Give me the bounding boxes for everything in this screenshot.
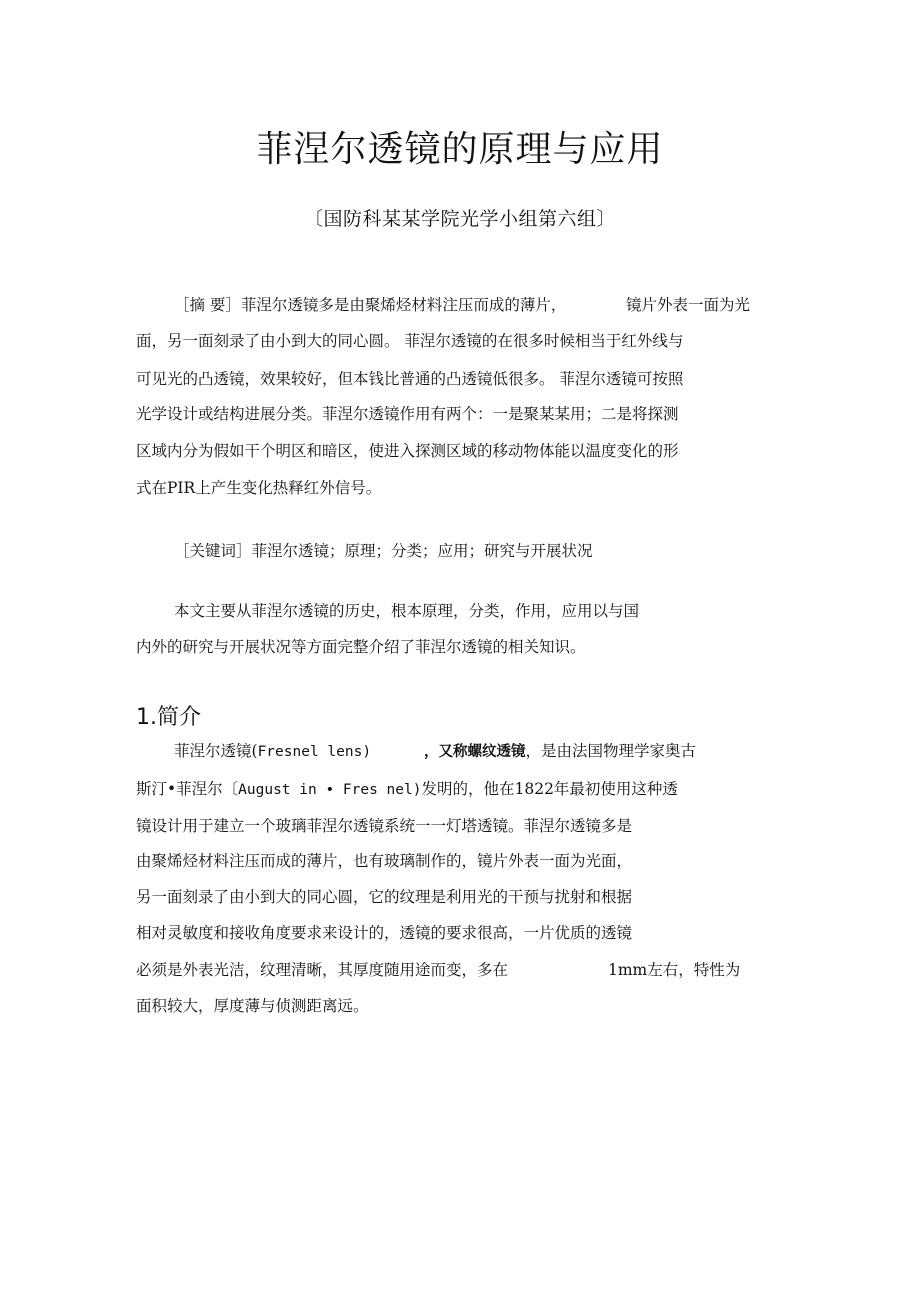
section-line-6: 相对灵敏度和接收角度要求来设计的，透镜的要求很高，一片优质的透镜: [136, 924, 633, 942]
keywords-line: ［关键词］菲涅尔透镜；原理；分类；应用；研究与开展状况: [174, 542, 593, 560]
section-line-2: [136, 779, 678, 800]
section-line-4: 由聚烯烃材料注压而成的薄片，也有玻璃制作的，镜片外表一面为光面，: [136, 852, 633, 870]
section-line-1-cont: [424, 741, 696, 762]
section-line-3: 镜设计用于建立一个玻璃菲涅尔透镜系统一一灯塔透镜。菲涅尔透镜多是: [136, 817, 633, 835]
intro-line-1: 本文主要从菲涅尔透镜的历史，根本原理，分类，作用，应用以与国: [174, 602, 640, 620]
fresnel-lens-term: Fresnel lens): [257, 744, 372, 760]
abstract-line-5: 区域内分为假如干个明区和暗区，使进入探测区域的移动物体能以温度变化的形: [136, 442, 679, 460]
section-line-1a: 菲涅尔透镜(: [174, 742, 258, 760]
section-line-7b-group: [608, 960, 740, 980]
intro-line-2: 内外的研究与开展状况等方面完整介绍了菲涅尔透镜的相关知识。: [136, 638, 586, 656]
section-heading: 1.简介: [136, 705, 201, 730]
fresnel-name-term: August in • Fres nel): [238, 782, 422, 798]
section-line-2a: 斯汀•菲涅尔〔: [136, 780, 239, 798]
abstract-line-2: 面，另一面刻录了由小到大的同心圆。 菲涅尔透镜的在很多时候相当于红外线与: [136, 332, 684, 350]
abstract-line-3: 可见光的凸透镜，效果较好，但本钱比普通的凸透镜低很多。 菲涅尔透镜可按照: [136, 370, 684, 388]
section-line-7a: 必须是外表光洁，纹理清晰，其厚度随用途而变，多在: [136, 961, 509, 979]
page-title: 菲涅尔透镜的原理与应用: [256, 129, 664, 170]
section-line-7c: 左右，特性为: [647, 961, 741, 979]
thickness-value: 1mm: [608, 961, 648, 979]
spiral-lens-term: ，又称螺纹透镜: [424, 744, 526, 760]
abstract-line-4: 光学设计或结构进展分类。菲涅尔透镜作用有两个：一是聚某某用；二是将探测: [136, 405, 679, 423]
abstract-line-1a: ［摘 要］菲涅尔透镜多是由聚烯烃材料注压而成的薄片，: [174, 296, 567, 314]
section-line-1: [174, 741, 371, 762]
author-affiliation: 〔国防科某某学院光学小组第六组〕: [303, 208, 616, 230]
section-line-2c: 发明的，他在1822年最初使用这种透: [421, 780, 678, 798]
abstract-line-1b: 镜片外表一面为光: [626, 296, 751, 314]
section-line-1d: ，是由法国物理学家奥古: [525, 742, 697, 760]
abstract-line-6: 式在PIR上产生变化热释红外信号。: [136, 479, 382, 497]
section-line-8: 面积较大，厚度薄与侦测距离远。: [136, 997, 369, 1015]
section-line-5: 另一面刻录了由小到大的同心圆，它的纹理是利用光的干预与扰射和根据: [136, 888, 633, 906]
